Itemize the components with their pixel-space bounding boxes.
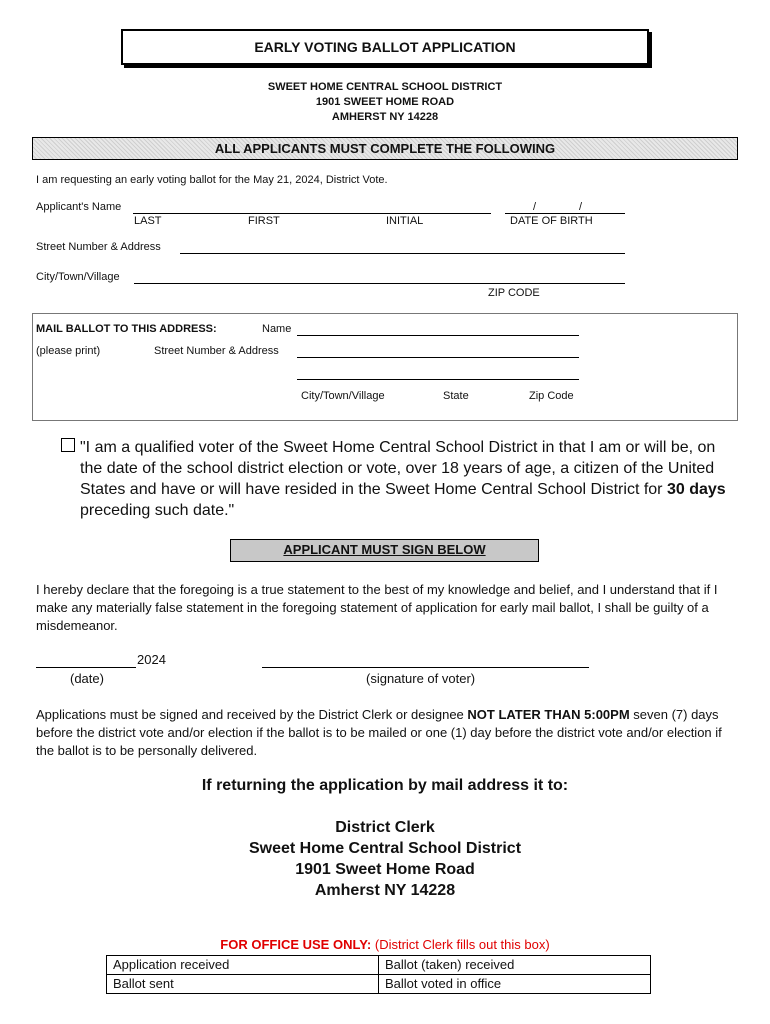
mail-city-caption: City/Town/Village <box>301 390 385 402</box>
deadline-text: Applications must be signed and received by the District Clerk or designee NOT LATER THAN 5:00PM seven (7) days before the district vote and/or election if the ballot is to be mailed or one (1) day before the district vote and/or election if the ballot is to be personally delivered. <box>36 707 722 758</box>
form-title: EARLY VOTING BALLOT APPLICATION <box>121 29 649 65</box>
qualified-voter-checkbox[interactable] <box>61 438 75 452</box>
return-line-1: District Clerk <box>335 819 435 836</box>
declaration-text: I hereby declare that the foregoing is a true statement to the best of my knowledge and belief, and I understand that if I make any materially false statement in the foregoing statement of application for early mail ballot, I shall be guilty of a misdemeanor. <box>36 582 718 633</box>
dob-caption: DATE OF BIRTH <box>510 215 593 227</box>
mail-street-field[interactable] <box>297 357 579 358</box>
table-row <box>107 956 651 975</box>
date-caption: (date) <box>70 671 104 686</box>
applicant-name-label: Applicant's Name <box>36 201 122 213</box>
applicant-name-field[interactable] <box>133 213 491 214</box>
dob-separator: / <box>579 201 583 213</box>
qualification-statement: "I am a qualified voter of the Sweet Home Central School District in that I am or will be, on the date of the school district election or vote, over 18 years of age, a citizen of the United States and have or will have resided in the Sweet Home Central School District for 30 days preceding such date." <box>80 439 726 519</box>
first-caption: FIRST <box>248 215 280 227</box>
signature-field[interactable] <box>262 667 589 668</box>
district-name: SWEET HOME CENTRAL SCHOOL DISTRICT <box>267 81 503 93</box>
district-city: AMHERST NY 14228 <box>331 111 439 123</box>
mail-street-label: Street Number & Address <box>154 345 279 357</box>
return-line-3: 1901 Sweet Home Road <box>295 861 475 878</box>
office-use-heading: FOR OFFICE USE ONLY: (District Clerk fills out this box) <box>220 937 550 952</box>
office-use-table <box>106 955 651 994</box>
year-text: 2024 <box>137 652 166 667</box>
sign-heading: APPLICANT MUST SIGN BELOW <box>230 539 539 562</box>
district-street: 1901 SWEET HOME ROAD <box>315 96 455 108</box>
mail-zip-caption: Zip Code <box>529 390 574 402</box>
last-caption: LAST <box>134 215 162 227</box>
date-field[interactable] <box>36 667 136 668</box>
mail-heading: MAIL BALLOT TO THIS ADDRESS: <box>36 323 217 335</box>
return-heading: If returning the application by mail address it to: <box>201 777 569 794</box>
return-line-2: Sweet Home Central School District <box>248 840 522 857</box>
section-heading: ALL APPLICANTS MUST COMPLETE THE FOLLOWING <box>32 137 738 160</box>
mail-state-caption: State <box>443 390 469 402</box>
signature-caption: (signature of voter) <box>366 671 476 686</box>
office-cell[interactable]: Ballot voted in office <box>379 975 651 994</box>
street-field[interactable] <box>180 253 625 254</box>
mail-name-field[interactable] <box>297 335 579 336</box>
request-statement: I am requesting an early voting ballot for the May 21, 2024, District Vote. <box>36 174 388 186</box>
print-note: (please print) <box>36 345 101 357</box>
return-line-4: Amherst NY 14228 <box>314 882 456 899</box>
initial-caption: INITIAL <box>386 215 424 227</box>
office-cell[interactable]: Application received <box>107 956 379 975</box>
city-label: City/Town/Village <box>36 271 120 283</box>
office-cell[interactable]: Ballot (taken) received <box>379 956 651 975</box>
date-of-birth-field[interactable] <box>505 213 625 214</box>
mail-name-label: Name <box>262 323 292 335</box>
mail-city-field[interactable] <box>297 379 579 380</box>
dob-separator: / <box>533 201 537 213</box>
city-field[interactable] <box>134 283 625 284</box>
zip-caption: ZIP CODE <box>488 287 540 299</box>
table-row <box>107 975 651 994</box>
office-cell[interactable]: Ballot sent <box>107 975 379 994</box>
street-label: Street Number & Address <box>36 241 161 253</box>
